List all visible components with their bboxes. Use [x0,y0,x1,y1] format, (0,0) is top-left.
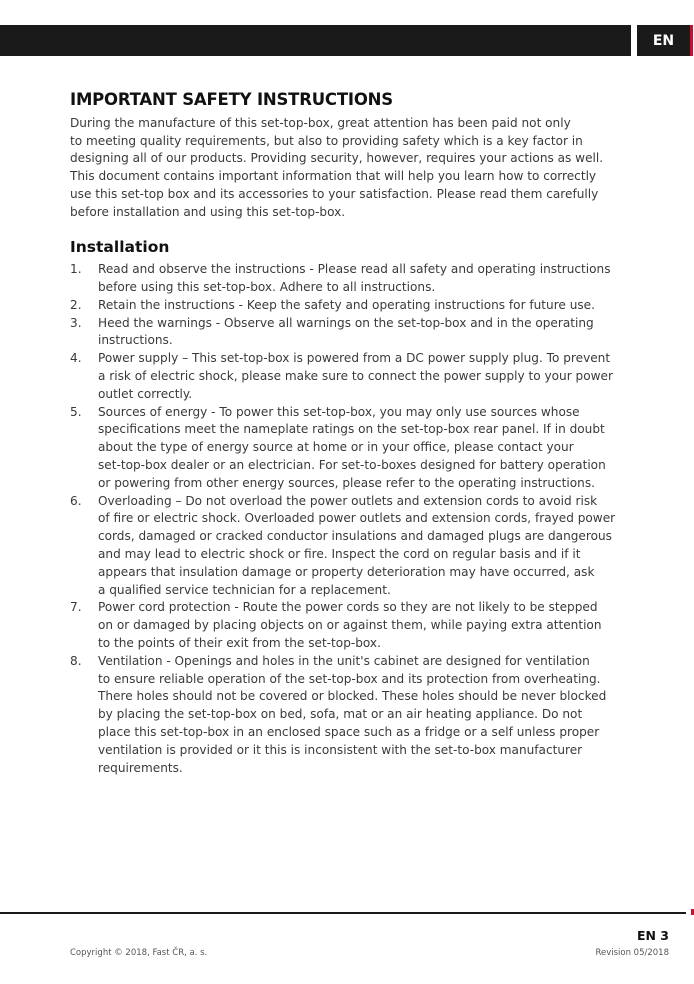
list-item [70,261,630,297]
section-title: Installation [70,238,170,257]
item-number: 1. [70,262,82,277]
intro-line: During the manufacture of this set-top-box, great attention has been paid not only [70,116,571,130]
item-line: of fire or electric shock. Overloaded power outlets and extension cords, frayed power [98,511,616,526]
list-item [70,599,630,652]
language-tab [637,25,690,56]
item-line: by placing the set-top-box on bed, sofa, mat or an air heating appliance. Do not [98,707,583,722]
item-line: about the type of energy source at home or in your office, please contact your [98,440,574,455]
intro-paragraph [70,115,630,221]
revision-label: Revision 05/2018 [595,948,669,958]
list-item [70,315,630,351]
item-number: 2. [70,297,82,312]
item-line: Retain the instructions - Keep the safety and operating instructions for future use. [98,297,595,312]
item-line: a qualified service technician for a replacement. [98,582,391,597]
item-line: cords, damaged or cracked conductor insulations and damaged plugs are dangerous [98,529,612,544]
item-line: Ventilation - Openings and holes in the unit's cabinet are designed for ventilation [98,653,590,668]
main-content [70,90,630,777]
intro-line: This document contains important information that will help you learn how to correctly [70,169,597,184]
language-tab-accent [690,25,693,56]
item-number: 7. [70,600,82,615]
intro-line: use this set-top box and its accessories to your satisfaction. Please read them carefully [70,186,599,201]
item-number: 4. [70,351,82,366]
page-number: EN 3 [636,928,669,943]
item-line: Heed the warnings - Observe all warnings on the set-top-box and in the operating [98,315,594,330]
list-item [70,493,630,600]
item-number: 8. [70,653,82,668]
installation-list [70,261,630,777]
item-line: and may lead to electric shock or fire. Inspect the cord on regular basis and if it [98,546,581,561]
footer-rule [0,912,686,914]
list-item [70,350,630,403]
item-line: a risk of electric shock, please make sure to connect the power supply to your power [98,369,613,383]
intro-line: designing all of our products. Providing security, however, requires your actions as well. [70,151,604,166]
item-line: to the points of their exit from the set-top-box. [98,635,381,650]
item-line: instructions. [98,333,173,348]
header-bar [0,25,631,56]
item-line: Read and observe the instructions - Please read all safety and operating instructions [98,262,611,277]
item-line: Overloading – Do not overload the power outlets and extension cords to avoid risk [98,493,598,508]
item-line: Sources of energy - To power this set-top-box, you may only use sources whose [98,404,580,419]
item-number: 6. [70,493,82,508]
item-line: set-top-box dealer or an electrician. For set-to-boxes designed for battery operation [98,457,606,472]
item-line: before using this set-top-box. Adhere to all instructions. [98,280,436,295]
list-item [70,297,630,315]
item-line: Power cord protection - Route the power cords so they are not likely to be stepped [98,600,598,615]
list-item [70,404,630,493]
copyright-notice: Copyright © 2018, Fast ČR, a. s. [70,948,208,958]
item-number: 3. [70,315,82,330]
item-line: outlet correctly. [98,386,193,401]
item-line: ventilation is provided or it this is inconsistent with the set-to-box manufacturer [98,742,583,757]
item-line: appears that insulation damage or property deterioration may have occurred, ask [98,564,595,579]
intro-line: before installation and using this set-top-box. [70,204,346,219]
item-line: to ensure reliable operation of the set-top-box and its protection from overheating. [98,671,601,686]
item-line: specifications meet the nameplate ratings on the set-top-box rear panel. If in doubt [98,422,605,437]
item-number: 5. [70,404,82,419]
language-label: EN [652,32,675,49]
list-item [70,653,630,778]
item-line: Power supply – This set-top-box is powered from a DC power supply plug. To prevent [98,351,611,366]
intro-line: to meeting quality requirements, but also to providing safety which is a key factor in [70,133,583,148]
item-line: or powering from other energy sources, please refer to the operating instructions. [98,475,595,490]
item-line: place this set-top-box in an enclosed space such as a fridge or a self unless proper [98,724,600,739]
item-line: There holes should not be covered or blocked. These holes should be never blocked [98,689,607,704]
page-title: IMPORTANT SAFETY INSTRUCTIONS [70,90,393,109]
item-line: requirements. [98,760,183,775]
item-line: on or damaged by placing objects on or against them, while paying extra attention [98,618,602,633]
